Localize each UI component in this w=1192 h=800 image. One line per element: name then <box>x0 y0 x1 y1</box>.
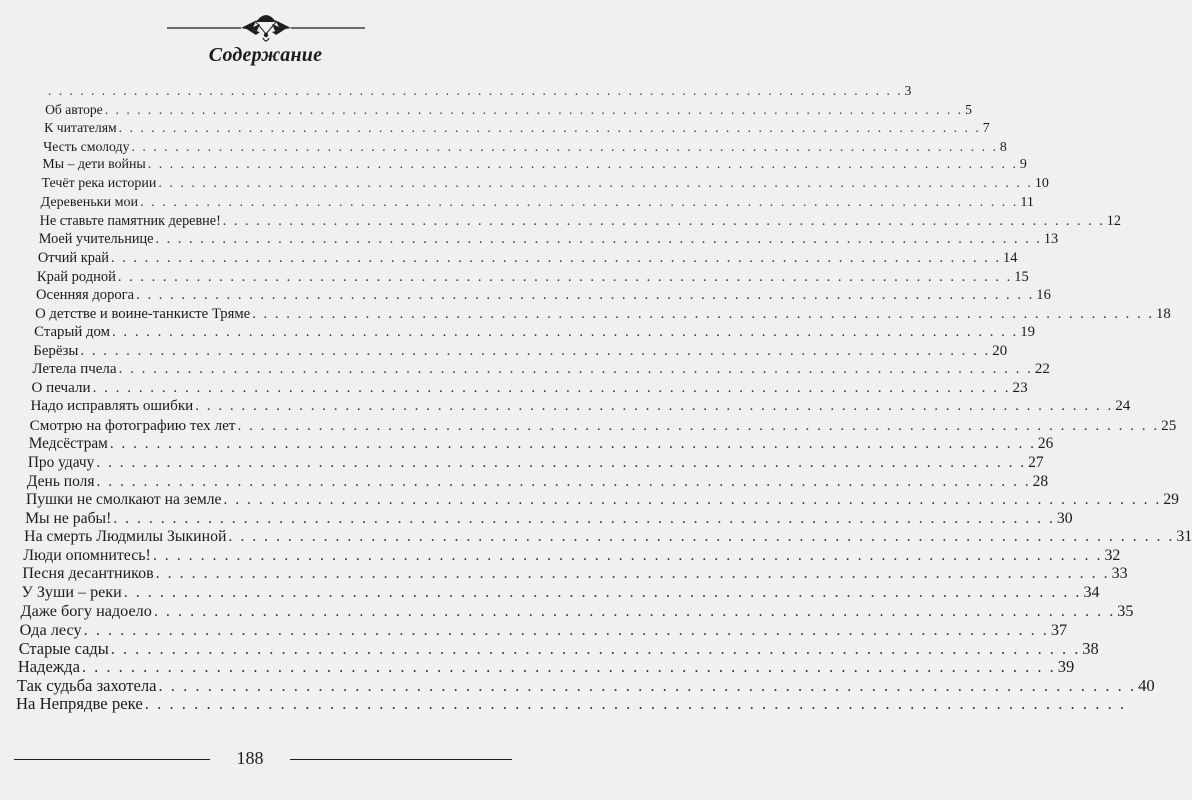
toc-row <box>43 138 1007 154</box>
toc-leader-dots: . . . . . . . . . . . . . . . . . . . . . . . . . . . . . . . . . . . . . . . . . . . . . . . . . . . . . . . . . . . . . . . . . . . . . . . . . . . . . . . . <box>237 416 1160 434</box>
toc-page-number: 25 <box>1161 416 1177 434</box>
toc-title: Мы – дети войны <box>42 157 146 173</box>
toc-page-number: 7 <box>982 120 990 136</box>
toc-leader-dots: . . . . . . . . . . . . . . . . . . . . . . . . . . . . . . . . . . . . . . . . . . . . . . . . . . . . . . . . . . . . . . . . . . . . . . . . . . . . . . . . <box>223 491 1162 509</box>
toc-title: На Непрядве реке <box>16 694 143 714</box>
toc-page-number: 24 <box>1115 398 1131 415</box>
toc-leader-dots: . . . . . . . . . . . . . . . . . . . . . . . . . . . . . . . . . . . . . . . . . . . . . . . . . . . . . . . . . . . . . . . . . . . . . . . . . . . . . . . . <box>96 472 1031 490</box>
toc-title: Моей учительнице <box>38 231 154 248</box>
footer-rule-right <box>290 759 512 760</box>
toc-row <box>36 287 1051 304</box>
toc-row <box>23 546 1121 564</box>
toc-page-number: 13 <box>1043 231 1059 248</box>
toc-page-number: 22 <box>1034 361 1050 378</box>
toc-page-number: 37 <box>1050 619 1068 639</box>
toc-leader-dots: . . . . . . . . . . . . . . . . . . . . . . . . . . . . . . . . . . . . . . . . . . . . . . . . . . . . . . . . . . . . . . . . . . . . . . . . . . . . . . . . <box>131 138 998 154</box>
toc-title: Об авторе <box>45 101 103 117</box>
toc-page-number: 26 <box>1037 435 1054 453</box>
toc-page-number: 38 <box>1082 638 1099 658</box>
toc-row <box>30 398 1131 415</box>
toc-row <box>34 324 1036 341</box>
footer-rule-left <box>14 759 210 760</box>
toc-title: Про удачу <box>27 454 95 471</box>
toc-leader-dots: . . . . . . . . . . . . . . . . . . . . . . . . . . . . . . . . . . . . . . . . . . . . . . . . . . . . . . . . . . . . . . . . . . . . . . . . . . . . . . . . <box>48 83 903 98</box>
toc-leader-dots: . . . . . . . . . . . . . . . . . . . . . . . . . . . . . . . . . . . . . . . . . . . . . . . . . . . . . . . . . . . . . . . . . . . . . . . . . . . . . . . . <box>104 101 964 117</box>
toc-leader-dots: . . . . . . . . . . . . . . . . . . . . . . . . . . . . . . . . . . . . . . . . . . . . . . . . . . . . . . . . . . . . . . . . . . . . . . . . . . . . . . . . <box>228 528 1175 546</box>
toc-row <box>26 472 1049 490</box>
toc-title: Осенняя дорога <box>36 287 135 304</box>
toc-page-number: 15 <box>1014 268 1029 285</box>
toc-page-number: 10 <box>1034 175 1049 191</box>
toc-leader-dots: . . . . . . . . . . . . . . . . . . . . . . . . . . . . . . . . . . . . . . . . . . . . . . . . . . . . . . . . . . . . . . . . . . . . . . . . . . . . . . . . <box>155 565 1110 583</box>
toc-leader-dots: . . . . . . . . . . . . . . . . . . . . . . . . . . . . . . . . . . . . . . . . . . . . . . . . . . . . . . . . . . . . . . . . . . . . . . . . . . . . . . . . <box>152 546 1103 564</box>
toc-leader-dots: . . . . . . . . . . . . . . . . . . . . . . . . . . . . . . . . . . . . . . . . . . . . . . . . . . . . . . . . . . . . . . . . . . . . . . . . . . . . . . . . <box>113 509 1055 527</box>
toc-row <box>19 619 1068 639</box>
toc-row <box>38 231 1059 248</box>
toc-title: Пушки не смолкают на земле <box>26 491 222 509</box>
toc-page-number: 27 <box>1028 454 1044 471</box>
toc-row <box>40 194 1034 211</box>
toc-row <box>27 454 1044 471</box>
toc-leader-dots: . . . . . . . . . . . . . . . . . . . . . . . . . . . . . . . . . . . . . . . . . . . . . . . . . . . . . . . . . . . . . . . . . . . . . . . . . . . . . . . . <box>80 342 991 359</box>
toc-title: Люди опомнитесь! <box>23 546 151 564</box>
toc-leader-dots: . . . . . . . . . . . . . . . . . . . . . . . . . . . . . . . . . . . . . . . . . . . . . . . . . . . . . . . . . . . . . . . . . . . . . . . . . . . . . . . . <box>144 694 1127 714</box>
toc-title: Не ставьте памятник деревне! <box>39 212 221 229</box>
parachute-wings-emblem-icon <box>161 4 371 48</box>
toc-title: Даже богу надоело <box>20 602 152 621</box>
toc-page-number: 40 <box>1138 675 1155 695</box>
toc-page-number: 32 <box>1104 546 1121 564</box>
toc-row <box>32 361 1050 378</box>
toc-title: Старые сады <box>18 638 109 658</box>
toc-title: У Зуши – реки <box>21 583 122 601</box>
toc-title: О печали <box>31 379 91 396</box>
toc-leader-dots: . . . . . . . . . . . . . . . . . . . . . . . . . . . . . . . . . . . . . . . . . . . . . . . . . . . . . . . . . . . . . . . . . . . . . . . . . . . . . . . . <box>110 638 1081 658</box>
toc-leader-dots: . . . . . . . . . . . . . . . . . . . . . . . . . . . . . . . . . . . . . . . . . . . . . . . . . . . . . . . . . . . . . . . . . . . . . . . . . . . . . . . . <box>92 379 1011 396</box>
toc-leader-dots: . . . . . . . . . . . . . . . . . . . . . . . . . . . . . . . . . . . . . . . . . . . . . . . . . . . . . . . . . . . . . . . . . . . . . . . . . . . . . . . . <box>117 268 1013 285</box>
toc-row <box>25 509 1073 527</box>
toc-leader-dots: . . . . . . . . . . . . . . . . . . . . . . . . . . . . . . . . . . . . . . . . . . . . . . . . . . . . . . . . . . . . . . . . . . . . . . . . . . . . . . . . <box>83 619 1049 639</box>
toc-row <box>16 694 1127 714</box>
toc-row <box>37 249 1018 266</box>
toc-page-number: 35 <box>1117 602 1134 621</box>
toc-leader-dots: . . . . . . . . . . . . . . . . . . . . . . . . . . . . . . . . . . . . . . . . . . . . . . . . . . . . . . . . . . . . . . . . . . . . . . . . . . . . . . . . <box>195 398 1114 415</box>
toc-title: Берёзы <box>33 342 79 359</box>
page-title: Содержание <box>208 44 323 66</box>
toc-row <box>44 120 990 136</box>
toc-row <box>39 212 1121 229</box>
toc-row <box>16 675 1155 695</box>
toc-page-number: 3 <box>904 83 912 98</box>
toc-title: Течёт река истории <box>41 175 157 191</box>
toc-row <box>31 379 1028 396</box>
toc-leader-dots: . . . . . . . . . . . . . . . . . . . . . . . . . . . . . . . . . . . . . . . . . . . . . . . . . . . . . . . . . . . . . . . . . . . . . . . . . . . . . . . . <box>158 175 1033 191</box>
toc-title: Отчий край <box>37 249 110 266</box>
toc-page-number: 12 <box>1106 212 1121 229</box>
toc-page-number: 9 <box>1019 157 1027 173</box>
toc-title: Ода лесу <box>19 619 82 639</box>
toc-leader-dots: . . . . . . . . . . . . . . . . . . . . . . . . . . . . . . . . . . . . . . . . . . . . . . . . . . . . . . . . . . . . . . . . . . . . . . . . . . . . . . . . <box>112 324 1019 341</box>
toc-title: Летела пчела <box>32 361 117 378</box>
toc-row <box>41 175 1049 191</box>
toc-row <box>33 342 1008 359</box>
toc-row <box>26 491 1179 509</box>
toc-title: Мы не рабы! <box>25 509 112 527</box>
toc-leader-dots: . . . . . . . . . . . . . . . . . . . . . . . . . . . . . . . . . . . . . . . . . . . . . . . . . . . . . . . . . . . . . . . . . . . . . . . . . . . . . . . . <box>81 657 1056 677</box>
toc-row <box>24 528 1192 546</box>
toc-title: Надежда <box>17 657 80 677</box>
toc-page-number: 14 <box>1003 249 1018 266</box>
toc-leader-dots: . . . . . . . . . . . . . . . . . . . . . . . . . . . . . . . . . . . . . . . . . . . . . . . . . . . . . . . . . . . . . . . . . . . . . . . . . . . . . . . . <box>111 249 1002 266</box>
toc-page-number: 8 <box>999 138 1007 154</box>
toc-leader-dots: . . . . . . . . . . . . . . . . . . . . . . . . . . . . . . . . . . . . . . . . . . . . . . . . . . . . . . . . . . . . . . . . . . . . . . . . . . . . . . . . <box>252 305 1155 322</box>
toc-leader-dots: . . . . . . . . . . . . . . . . . . . . . . . . . . . . . . . . . . . . . . . . . . . . . . . . . . . . . . . . . . . . . . . . . . . . . . . . . . . . . . . . <box>222 212 1105 229</box>
toc-row <box>17 657 1075 677</box>
toc-page-number: 19 <box>1020 324 1036 341</box>
toc-title: Так судьба захотела <box>16 675 157 695</box>
toc-title: Медсёстрам <box>28 435 108 453</box>
toc-leader-dots: . . . . . . . . . . . . . . . . . . . . . . . . . . . . . . . . . . . . . . . . . . . . . . . . . . . . . . . . . . . . . . . . . . . . . . . . . . . . . . . . <box>158 675 1137 695</box>
toc-page-number: 23 <box>1012 379 1028 396</box>
toc-page-number: 30 <box>1056 509 1073 527</box>
table-of-contents <box>0 78 1192 718</box>
toc-row <box>42 157 1027 173</box>
toc-leader-dots: . . . . . . . . . . . . . . . . . . . . . . . . . . . . . . . . . . . . . . . . . . . . . . . . . . . . . . . . . . . . . . . . . . . . . . . . . . . . . . . . <box>96 454 1027 471</box>
toc-title: Честь смолоду <box>43 138 130 154</box>
toc-title: Надо исправлять ошибки <box>30 398 194 415</box>
toc-leader-dots: . . . . . . . . . . . . . . . . . . . . . . . . . . . . . . . . . . . . . . . . . . . . . . . . . . . . . . . . . . . . . . . . . . . . . . . . . . . . . . . . <box>109 435 1036 453</box>
toc-page-number: 31 <box>1176 528 1192 546</box>
toc-page-number: 5 <box>965 101 972 117</box>
page-number: 188 <box>236 748 264 768</box>
toc-row <box>36 268 1029 285</box>
toc-row <box>46 83 912 98</box>
toc-leader-dots: . . . . . . . . . . . . . . . . . . . . . . . . . . . . . . . . . . . . . . . . . . . . . . . . . . . . . . . . . . . . . . . . . . . . . . . . . . . . . . . . <box>136 287 1035 304</box>
toc-title: Деревеньки мои <box>40 194 139 211</box>
toc-page-number: 28 <box>1032 472 1049 490</box>
toc-page-number: 18 <box>1156 305 1171 322</box>
toc-title: О детстве и воине-танкисте Тряме <box>35 305 251 322</box>
toc-row <box>20 602 1134 621</box>
toc-page-number: 29 <box>1163 491 1179 509</box>
toc-leader-dots: . . . . . . . . . . . . . . . . . . . . . . . . . . . . . . . . . . . . . . . . . . . . . . . . . . . . . . . . . . . . . . . . . . . . . . . . . . . . . . . . <box>147 157 1018 173</box>
toc-title: День поля <box>26 472 95 490</box>
toc-row <box>29 416 1177 434</box>
toc-row <box>22 565 1128 583</box>
toc-title: Старый дом <box>34 324 111 341</box>
toc-row <box>18 638 1099 658</box>
toc-title: На смерть Людмилы Зыкиной <box>24 528 227 546</box>
toc-leader-dots: . . . . . . . . . . . . . . . . . . . . . . . . . . . . . . . . . . . . . . . . . . . . . . . . . . . . . . . . . . . . . . . . . . . . . . . . . . . . . . . . <box>153 602 1116 621</box>
toc-leader-dots: . . . . . . . . . . . . . . . . . . . . . . . . . . . . . . . . . . . . . . . . . . . . . . . . . . . . . . . . . . . . . . . . . . . . . . . . . . . . . . . . <box>155 231 1042 248</box>
toc-title: Край родной <box>36 268 116 285</box>
toc-leader-dots: . . . . . . . . . . . . . . . . . . . . . . . . . . . . . . . . . . . . . . . . . . . . . . . . . . . . . . . . . . . . . . . . . . . . . . . . . . . . . . . . <box>118 120 981 136</box>
toc-row <box>21 583 1100 601</box>
toc-page-number: 16 <box>1036 287 1051 304</box>
toc-page-number: 11 <box>1020 194 1034 211</box>
toc-title: К читателям <box>44 120 117 136</box>
toc-leader-dots: . . . . . . . . . . . . . . . . . . . . . . . . . . . . . . . . . . . . . . . . . . . . . . . . . . . . . . . . . . . . . . . . . . . . . . . . . . . . . . . . <box>140 194 1019 211</box>
toc-row <box>45 101 972 117</box>
toc-leader-dots: . . . . . . . . . . . . . . . . . . . . . . . . . . . . . . . . . . . . . . . . . . . . . . . . . . . . . . . . . . . . . . . . . . . . . . . . . . . . . . . . <box>118 361 1033 378</box>
toc-leader-dots: . . . . . . . . . . . . . . . . . . . . . . . . . . . . . . . . . . . . . . . . . . . . . . . . . . . . . . . . . . . . . . . . . . . . . . . . . . . . . . . . <box>123 583 1082 601</box>
toc-title: Смотрю на фотографию тех лет <box>29 416 236 434</box>
toc-page-number: 39 <box>1057 657 1075 677</box>
toc-row <box>28 435 1054 453</box>
toc-title: Песня десантников <box>22 565 154 583</box>
toc-page-number: 20 <box>992 342 1008 359</box>
toc-row <box>35 305 1171 322</box>
toc-page-number: 34 <box>1083 583 1100 601</box>
toc-page-number: 33 <box>1111 565 1128 583</box>
